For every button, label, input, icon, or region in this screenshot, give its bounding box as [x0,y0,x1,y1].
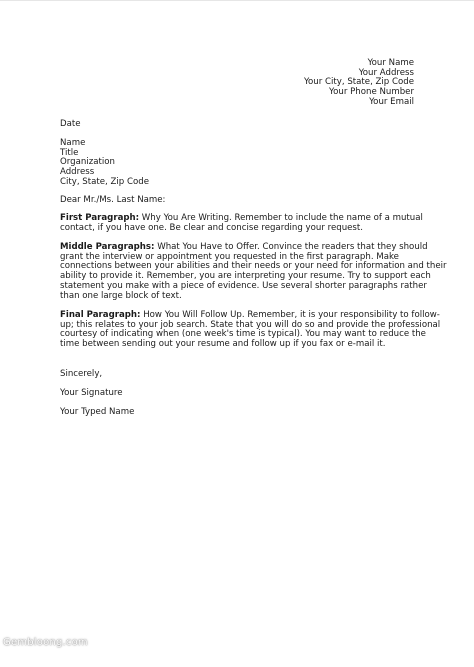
typed-name: Your Typed Name [60,407,135,417]
typed-name-line [60,408,416,418]
middle-paragraph-line: What You Have to Offer. Convince the readers that they should [154,242,428,252]
final-paragraph-heading: Final Paragraph: [60,310,141,320]
final-paragraph-line: How You Will Follow Up. Remember, it is your responsibility to follow- [140,310,440,320]
date-line [60,120,416,130]
recipient-organization: Organization [60,157,115,168]
sender-block [304,59,414,108]
middle-paragraph-line: connections between your abilities and their needs or your need for information and their [60,261,447,272]
middle-paragraph-line: than one large block of text. [60,290,182,301]
middle-paragraph-heading: Middle Paragraphs: [60,242,155,252]
signature-line [60,389,416,399]
closing: Sincerely, [60,369,103,379]
sender-address: Your Address [358,67,414,78]
recipient-title: Title [60,147,79,158]
middle-paragraph-line: grant the interview or appointment you requested in the first paragraph. Make [60,251,399,262]
middle-paragraph [60,242,447,301]
recipient-address: Address [60,167,95,178]
recipient-city-state-zip: City, State, Zip Code [60,176,149,187]
recipient-block [60,139,416,188]
middle-paragraph-line: ability to provide it. Remember, you are interpreting your resume. Try to support each [60,271,431,282]
final-paragraph-line: time between sending out your resume and follow up if you fax or e-mail it. [60,339,386,350]
salutation-line [60,196,416,206]
sender-phone: Your Phone Number [329,87,414,98]
final-paragraph-line: courtesy of indicating when (one week's time is typical). You may want to reduce the [60,329,426,340]
sender-name: Your Name [367,58,414,68]
recipient-name: Name [60,138,86,148]
middle-paragraph-line: statement you make with a piece of evidence. Use several shorter paragraphs rather [60,280,427,291]
date: Date [60,119,81,129]
sender-email: Your Email [369,96,414,107]
final-paragraph-line: up; this relates to your job search. State that you will do so and provide the professional [60,319,441,330]
top-border [0,0,474,1]
watermark: Gembloong.com [3,637,88,648]
first-paragraph-line: Why You Are Writing. Remember to include the name of a mutual [139,213,423,223]
signature: Your Signature [60,388,123,398]
first-paragraph-line: contact, if you have one. Be clear and concise regarding your request. [60,222,364,233]
first-paragraph [60,213,423,233]
sender-city-state-zip: Your City, State, Zip Code [303,77,414,88]
final-paragraph [60,310,441,350]
first-paragraph-heading: First Paragraph: [60,213,140,223]
salutation: Dear Mr./Ms. Last Name: [60,195,166,205]
closing-line [60,370,416,380]
